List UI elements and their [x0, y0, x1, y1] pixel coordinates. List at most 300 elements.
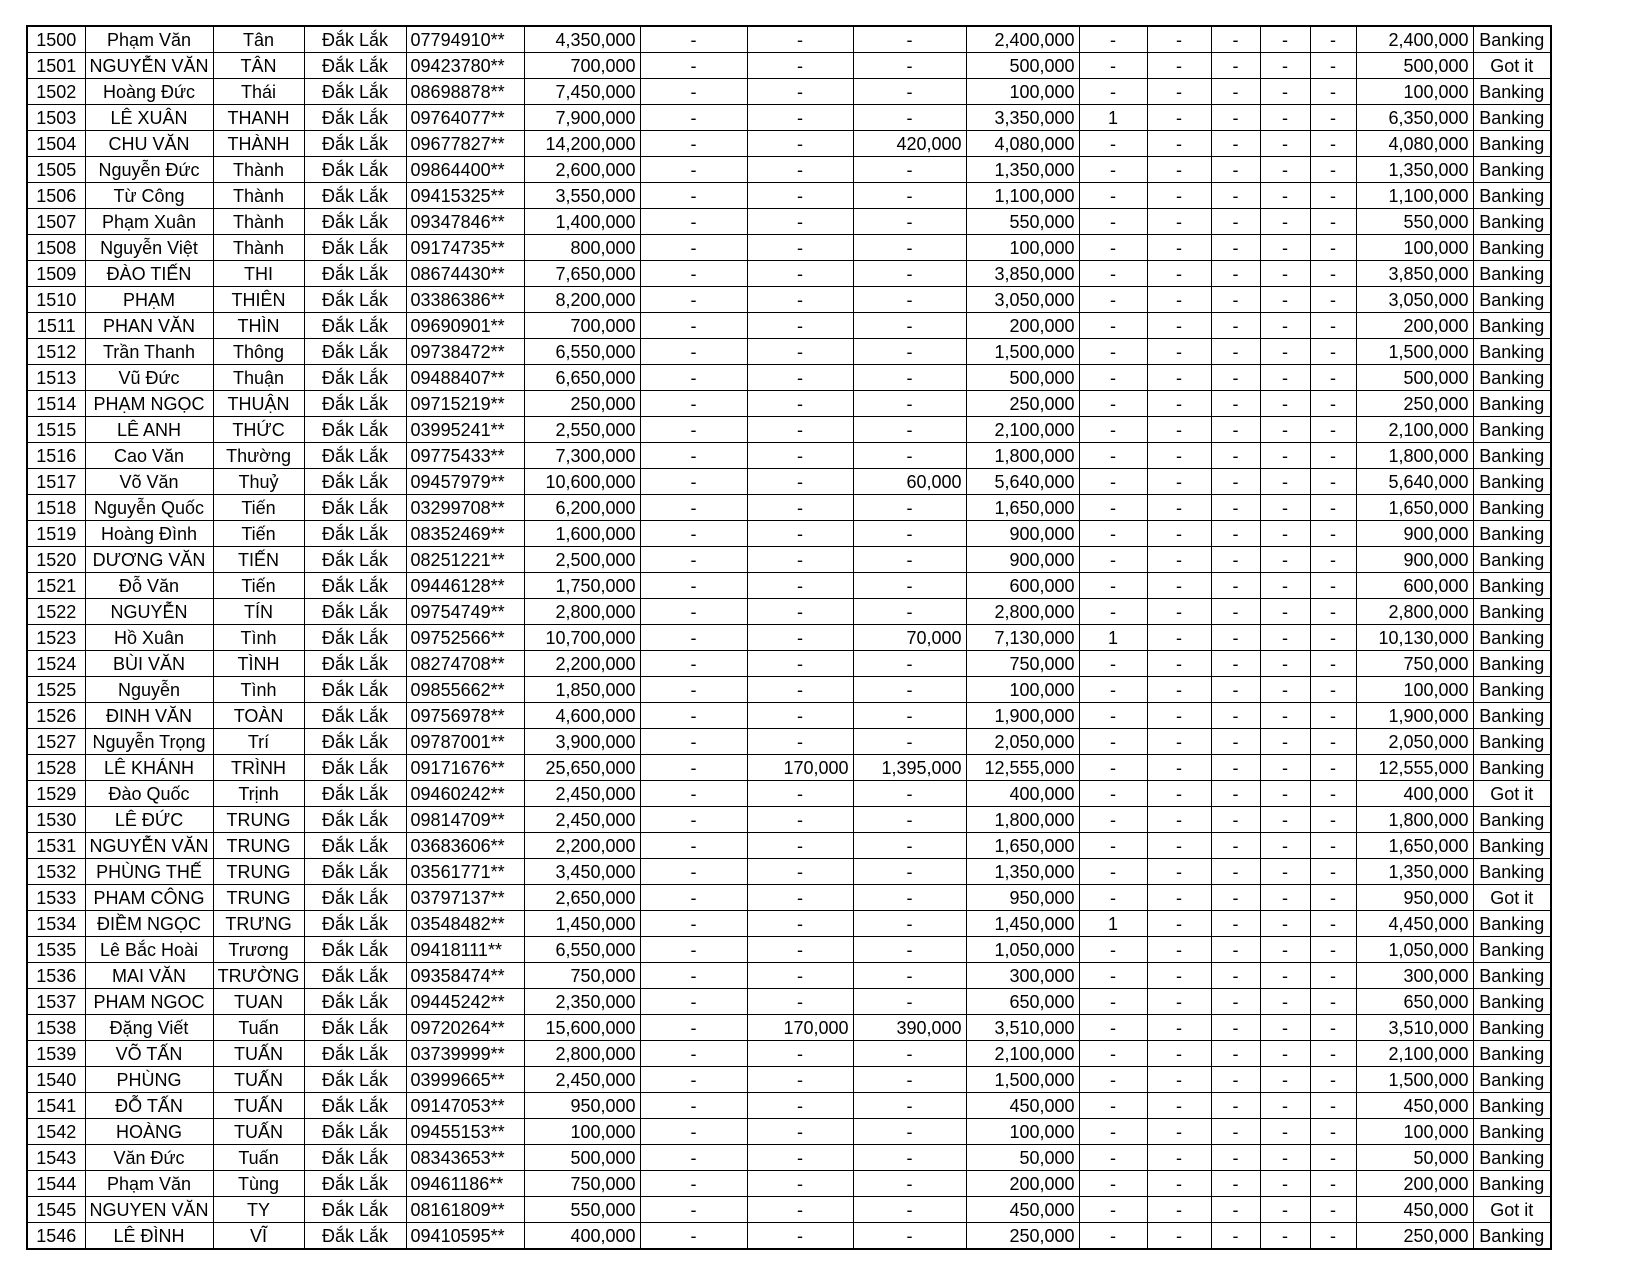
table-row [27, 885, 1551, 911]
row-number: 1536 [27, 963, 85, 989]
row-number: 1509 [27, 261, 85, 287]
given-name-cell: Thường [213, 443, 304, 469]
amount-1-cell: 1,750,000 [524, 573, 640, 599]
blank-2-cell: - [1211, 911, 1260, 937]
table-row [27, 599, 1551, 625]
amount-4-cell: 420,000 [853, 131, 966, 157]
blank-4-cell: - [1310, 703, 1356, 729]
blank-1-cell: - [1147, 313, 1211, 339]
blank-2-cell: - [1211, 339, 1260, 365]
amount-5-cell: 250,000 [966, 391, 1079, 417]
phone-cell: 03797137** [406, 885, 524, 911]
amount-5-cell: 1,800,000 [966, 807, 1079, 833]
province-cell: Đắk Lắk [304, 157, 406, 183]
amount-2-cell: - [640, 131, 747, 157]
given-name-cell: TUẤN [213, 1119, 304, 1145]
surname-cell: Văn Đức [85, 1145, 213, 1171]
amount-4-cell: - [853, 859, 966, 885]
amount-4-cell: - [853, 729, 966, 755]
given-name-cell: Tiến [213, 573, 304, 599]
table-row [27, 807, 1551, 833]
amount-5-cell: 250,000 [966, 1223, 1079, 1250]
blank-2-cell: - [1211, 79, 1260, 105]
province-cell: Đắk Lắk [304, 1067, 406, 1093]
blank-4-cell: - [1310, 105, 1356, 131]
surname-cell: Đào Quốc [85, 781, 213, 807]
amount-2-cell: - [640, 521, 747, 547]
amount-1-cell: 800,000 [524, 235, 640, 261]
amount-4-cell: 390,000 [853, 1015, 966, 1041]
amount-5-cell: 3,510,000 [966, 1015, 1079, 1041]
blank-2-cell: - [1211, 833, 1260, 859]
blank-4-cell: - [1310, 131, 1356, 157]
table-row [27, 1223, 1551, 1250]
given-name-cell: THANH [213, 105, 304, 131]
amount-4-cell: - [853, 1197, 966, 1223]
blank-1-cell: - [1147, 365, 1211, 391]
blank-4-cell: - [1310, 1171, 1356, 1197]
surname-cell: DƯƠNG VĂN [85, 547, 213, 573]
method-cell: Got it [1473, 53, 1551, 79]
blank-4-cell: - [1310, 937, 1356, 963]
phone-cell: 03386386** [406, 287, 524, 313]
amount-4-cell: - [853, 911, 966, 937]
total-cell: 1,650,000 [1356, 833, 1473, 859]
method-cell: Banking [1473, 157, 1551, 183]
amount-4-cell: - [853, 677, 966, 703]
amount-3-cell: - [747, 807, 853, 833]
province-cell: Đắk Lắk [304, 1119, 406, 1145]
total-cell: 200,000 [1356, 313, 1473, 339]
province-cell: Đắk Lắk [304, 885, 406, 911]
table-row [27, 729, 1551, 755]
flag-cell: - [1079, 131, 1147, 157]
blank-1-cell: - [1147, 1041, 1211, 1067]
method-cell: Banking [1473, 911, 1551, 937]
table-row [27, 1041, 1551, 1067]
amount-2-cell: - [640, 1041, 747, 1067]
total-cell: 400,000 [1356, 781, 1473, 807]
given-name-cell: THI [213, 261, 304, 287]
blank-3-cell: - [1260, 677, 1310, 703]
amount-4-cell: - [853, 885, 966, 911]
blank-3-cell: - [1260, 339, 1310, 365]
blank-2-cell: - [1211, 469, 1260, 495]
total-cell: 300,000 [1356, 963, 1473, 989]
amount-1-cell: 7,300,000 [524, 443, 640, 469]
flag-cell: - [1079, 26, 1147, 53]
flag-cell: - [1079, 833, 1147, 859]
table-row [27, 261, 1551, 287]
given-name-cell: Thái [213, 79, 304, 105]
surname-cell: HOÀNG [85, 1119, 213, 1145]
blank-3-cell: - [1260, 1119, 1310, 1145]
surname-cell: MAI VĂN [85, 963, 213, 989]
blank-2-cell: - [1211, 859, 1260, 885]
amount-2-cell: - [640, 1145, 747, 1171]
amount-3-cell: - [747, 547, 853, 573]
amount-5-cell: 900,000 [966, 521, 1079, 547]
total-cell: 4,080,000 [1356, 131, 1473, 157]
province-cell: Đắk Lắk [304, 625, 406, 651]
blank-3-cell: - [1260, 651, 1310, 677]
given-name-cell: TRUNG [213, 833, 304, 859]
amount-5-cell: 1,450,000 [966, 911, 1079, 937]
total-cell: 2,400,000 [1356, 26, 1473, 53]
province-cell: Đắk Lắk [304, 1145, 406, 1171]
table-row [27, 521, 1551, 547]
blank-1-cell: - [1147, 599, 1211, 625]
surname-cell: Phạm Xuân [85, 209, 213, 235]
blank-2-cell: - [1211, 1119, 1260, 1145]
amount-5-cell: 400,000 [966, 781, 1079, 807]
blank-2-cell: - [1211, 937, 1260, 963]
blank-1-cell: - [1147, 989, 1211, 1015]
amount-4-cell: - [853, 651, 966, 677]
table-row [27, 157, 1551, 183]
amount-4-cell: - [853, 521, 966, 547]
total-cell: 2,100,000 [1356, 1041, 1473, 1067]
flag-cell: - [1079, 313, 1147, 339]
amount-1-cell: 2,500,000 [524, 547, 640, 573]
surname-cell: Vũ Đức [85, 365, 213, 391]
blank-2-cell: - [1211, 989, 1260, 1015]
blank-3-cell: - [1260, 859, 1310, 885]
blank-1-cell: - [1147, 287, 1211, 313]
blank-4-cell: - [1310, 495, 1356, 521]
blank-2-cell: - [1211, 625, 1260, 651]
phone-cell: 09754749** [406, 599, 524, 625]
total-cell: 550,000 [1356, 209, 1473, 235]
flag-cell: - [1079, 729, 1147, 755]
amount-3-cell: - [747, 495, 853, 521]
amount-4-cell: - [853, 1171, 966, 1197]
amount-4-cell: - [853, 963, 966, 989]
amount-3-cell: - [747, 339, 853, 365]
row-number: 1531 [27, 833, 85, 859]
given-name-cell: VĨ [213, 1223, 304, 1250]
province-cell: Đắk Lắk [304, 391, 406, 417]
row-number: 1522 [27, 599, 85, 625]
table-row [27, 677, 1551, 703]
blank-4-cell: - [1310, 1119, 1356, 1145]
amount-3-cell: - [747, 183, 853, 209]
surname-cell: Lê Bắc Hoài [85, 937, 213, 963]
given-name-cell: TUẤN [213, 1041, 304, 1067]
amount-3-cell: - [747, 651, 853, 677]
given-name-cell: Tình [213, 625, 304, 651]
row-number: 1538 [27, 1015, 85, 1041]
blank-3-cell: - [1260, 1067, 1310, 1093]
amount-5-cell: 100,000 [966, 677, 1079, 703]
method-cell: Banking [1473, 1041, 1551, 1067]
blank-4-cell: - [1310, 859, 1356, 885]
phone-cell: 09752566** [406, 625, 524, 651]
row-number: 1544 [27, 1171, 85, 1197]
blank-1-cell: - [1147, 339, 1211, 365]
given-name-cell: Thuận [213, 365, 304, 391]
phone-cell: 09756978** [406, 703, 524, 729]
amount-1-cell: 2,200,000 [524, 651, 640, 677]
province-cell: Đắk Lắk [304, 651, 406, 677]
surname-cell: Hồ Xuân [85, 625, 213, 651]
amount-3-cell: - [747, 1223, 853, 1250]
province-cell: Đắk Lắk [304, 105, 406, 131]
amount-4-cell: - [853, 339, 966, 365]
flag-cell: - [1079, 807, 1147, 833]
province-cell: Đắk Lắk [304, 26, 406, 53]
row-number: 1502 [27, 79, 85, 105]
blank-1-cell: - [1147, 183, 1211, 209]
amount-2-cell: - [640, 989, 747, 1015]
blank-2-cell: - [1211, 1015, 1260, 1041]
province-cell: Đắk Lắk [304, 573, 406, 599]
province-cell: Đắk Lắk [304, 781, 406, 807]
given-name-cell: TY [213, 1197, 304, 1223]
blank-1-cell: - [1147, 105, 1211, 131]
row-number: 1514 [27, 391, 85, 417]
blank-4-cell: - [1310, 547, 1356, 573]
given-name-cell: Tùng [213, 1171, 304, 1197]
province-cell: Đắk Lắk [304, 1041, 406, 1067]
amount-3-cell: - [747, 417, 853, 443]
amount-5-cell: 4,080,000 [966, 131, 1079, 157]
amount-5-cell: 1,350,000 [966, 859, 1079, 885]
blank-3-cell: - [1260, 547, 1310, 573]
given-name-cell: Thành [213, 183, 304, 209]
blank-1-cell: - [1147, 209, 1211, 235]
flag-cell: - [1079, 495, 1147, 521]
amount-3-cell: - [747, 261, 853, 287]
blank-3-cell: - [1260, 1015, 1310, 1041]
given-name-cell: TOÀN [213, 703, 304, 729]
amount-2-cell: - [640, 1171, 747, 1197]
amount-1-cell: 3,450,000 [524, 859, 640, 885]
flag-cell: - [1079, 521, 1147, 547]
amount-1-cell: 6,650,000 [524, 365, 640, 391]
blank-4-cell: - [1310, 287, 1356, 313]
phone-cell: 09174735** [406, 235, 524, 261]
flag-cell: 1 [1079, 105, 1147, 131]
given-name-cell: TUẤN [213, 1067, 304, 1093]
amount-1-cell: 25,650,000 [524, 755, 640, 781]
amount-1-cell: 8,200,000 [524, 287, 640, 313]
blank-4-cell: - [1310, 1067, 1356, 1093]
province-cell: Đắk Lắk [304, 963, 406, 989]
blank-2-cell: - [1211, 417, 1260, 443]
blank-3-cell: - [1260, 287, 1310, 313]
province-cell: Đắk Lắk [304, 859, 406, 885]
phone-cell: 03683606** [406, 833, 524, 859]
method-cell: Banking [1473, 625, 1551, 651]
blank-1-cell: - [1147, 1197, 1211, 1223]
row-number: 1525 [27, 677, 85, 703]
total-cell: 900,000 [1356, 547, 1473, 573]
method-cell: Banking [1473, 443, 1551, 469]
province-cell: Đắk Lắk [304, 807, 406, 833]
blank-4-cell: - [1310, 599, 1356, 625]
blank-2-cell: - [1211, 1067, 1260, 1093]
amount-5-cell: 950,000 [966, 885, 1079, 911]
flag-cell: - [1079, 547, 1147, 573]
phone-cell: 09715219** [406, 391, 524, 417]
given-name-cell: Thuỷ [213, 469, 304, 495]
given-name-cell: THÌN [213, 313, 304, 339]
amount-4-cell: - [853, 807, 966, 833]
amount-3-cell: - [747, 287, 853, 313]
amount-2-cell: - [640, 755, 747, 781]
flag-cell: - [1079, 1067, 1147, 1093]
method-cell: Banking [1473, 1223, 1551, 1250]
province-cell: Đắk Lắk [304, 339, 406, 365]
blank-4-cell: - [1310, 79, 1356, 105]
amount-3-cell: - [747, 703, 853, 729]
blank-2-cell: - [1211, 807, 1260, 833]
blank-1-cell: - [1147, 1067, 1211, 1093]
surname-cell: PHÙNG [85, 1067, 213, 1093]
amount-4-cell: - [853, 53, 966, 79]
amount-4-cell: - [853, 443, 966, 469]
amount-2-cell: - [640, 729, 747, 755]
amount-1-cell: 2,350,000 [524, 989, 640, 1015]
surname-cell: Nguyễn Trọng [85, 729, 213, 755]
flag-cell: - [1079, 443, 1147, 469]
amount-2-cell: - [640, 261, 747, 287]
amount-5-cell: 450,000 [966, 1197, 1079, 1223]
phone-cell: 09690901** [406, 313, 524, 339]
blank-1-cell: - [1147, 391, 1211, 417]
row-number: 1533 [27, 885, 85, 911]
amount-5-cell: 650,000 [966, 989, 1079, 1015]
blank-3-cell: - [1260, 989, 1310, 1015]
amount-1-cell: 550,000 [524, 1197, 640, 1223]
amount-5-cell: 300,000 [966, 963, 1079, 989]
given-name-cell: TUẤN [213, 1093, 304, 1119]
province-cell: Đắk Lắk [304, 677, 406, 703]
given-name-cell: TRÌNH [213, 755, 304, 781]
province-cell: Đắk Lắk [304, 209, 406, 235]
amount-1-cell: 400,000 [524, 1223, 640, 1250]
total-cell: 2,100,000 [1356, 417, 1473, 443]
blank-1-cell: - [1147, 885, 1211, 911]
blank-4-cell: - [1310, 729, 1356, 755]
given-name-cell: Thành [213, 157, 304, 183]
total-cell: 250,000 [1356, 391, 1473, 417]
row-number: 1532 [27, 859, 85, 885]
blank-3-cell: - [1260, 807, 1310, 833]
amount-2-cell: - [640, 157, 747, 183]
surname-cell: ĐÀO TIẾN [85, 261, 213, 287]
amount-5-cell: 100,000 [966, 1119, 1079, 1145]
table-row [27, 131, 1551, 157]
amount-2-cell: - [640, 1015, 747, 1041]
amount-3-cell: - [747, 469, 853, 495]
phone-cell: 08674430** [406, 261, 524, 287]
flag-cell: - [1079, 573, 1147, 599]
province-cell: Đắk Lắk [304, 833, 406, 859]
amount-4-cell: - [853, 547, 966, 573]
amount-2-cell: - [640, 833, 747, 859]
flag-cell: - [1079, 339, 1147, 365]
total-cell: 3,850,000 [1356, 261, 1473, 287]
total-cell: 100,000 [1356, 79, 1473, 105]
method-cell: Banking [1473, 417, 1551, 443]
province-cell: Đắk Lắk [304, 131, 406, 157]
given-name-cell: TIẾN [213, 547, 304, 573]
surname-cell: ĐIỀM NGỌC [85, 911, 213, 937]
method-cell: Banking [1473, 235, 1551, 261]
flag-cell: - [1079, 469, 1147, 495]
total-cell: 50,000 [1356, 1145, 1473, 1171]
blank-3-cell: - [1260, 261, 1310, 287]
amount-3-cell: - [747, 209, 853, 235]
blank-2-cell: - [1211, 677, 1260, 703]
method-cell: Banking [1473, 833, 1551, 859]
amount-5-cell: 1,050,000 [966, 937, 1079, 963]
amount-5-cell: 1,500,000 [966, 339, 1079, 365]
amount-4-cell: - [853, 1145, 966, 1171]
given-name-cell: Trịnh [213, 781, 304, 807]
amount-2-cell: - [640, 53, 747, 79]
row-number: 1546 [27, 1223, 85, 1250]
method-cell: Got it [1473, 781, 1551, 807]
amount-2-cell: - [640, 573, 747, 599]
amount-3-cell: - [747, 26, 853, 53]
flag-cell: 1 [1079, 911, 1147, 937]
phone-cell: 09410595** [406, 1223, 524, 1250]
amount-3-cell: - [747, 1197, 853, 1223]
method-cell: Got it [1473, 885, 1551, 911]
amount-1-cell: 1,400,000 [524, 209, 640, 235]
total-cell: 1,800,000 [1356, 807, 1473, 833]
amount-1-cell: 14,200,000 [524, 131, 640, 157]
blank-1-cell: - [1147, 417, 1211, 443]
blank-2-cell: - [1211, 287, 1260, 313]
phone-cell: 09720264** [406, 1015, 524, 1041]
amount-4-cell: - [853, 365, 966, 391]
amount-5-cell: 100,000 [966, 235, 1079, 261]
table-row [27, 833, 1551, 859]
total-cell: 100,000 [1356, 1119, 1473, 1145]
phone-cell: 09445242** [406, 989, 524, 1015]
blank-2-cell: - [1211, 313, 1260, 339]
blank-1-cell: - [1147, 833, 1211, 859]
amount-5-cell: 2,800,000 [966, 599, 1079, 625]
total-cell: 4,450,000 [1356, 911, 1473, 937]
row-number: 1529 [27, 781, 85, 807]
blank-1-cell: - [1147, 443, 1211, 469]
flag-cell: - [1079, 755, 1147, 781]
amount-4-cell: 1,395,000 [853, 755, 966, 781]
amount-4-cell: - [853, 417, 966, 443]
amount-1-cell: 2,800,000 [524, 599, 640, 625]
amount-1-cell: 250,000 [524, 391, 640, 417]
method-cell: Got it [1473, 1197, 1551, 1223]
blank-3-cell: - [1260, 105, 1310, 131]
surname-cell: Nguyễn Việt [85, 235, 213, 261]
amount-3-cell: - [747, 1041, 853, 1067]
flag-cell: - [1079, 417, 1147, 443]
method-cell: Banking [1473, 105, 1551, 131]
blank-3-cell: - [1260, 937, 1310, 963]
method-cell: Banking [1473, 261, 1551, 287]
surname-cell: Đặng Viết [85, 1015, 213, 1041]
amount-1-cell: 2,200,000 [524, 833, 640, 859]
flag-cell: - [1079, 235, 1147, 261]
surname-cell: Hoàng Đức [85, 79, 213, 105]
phone-cell: 08251221** [406, 547, 524, 573]
province-cell: Đắk Lắk [304, 53, 406, 79]
